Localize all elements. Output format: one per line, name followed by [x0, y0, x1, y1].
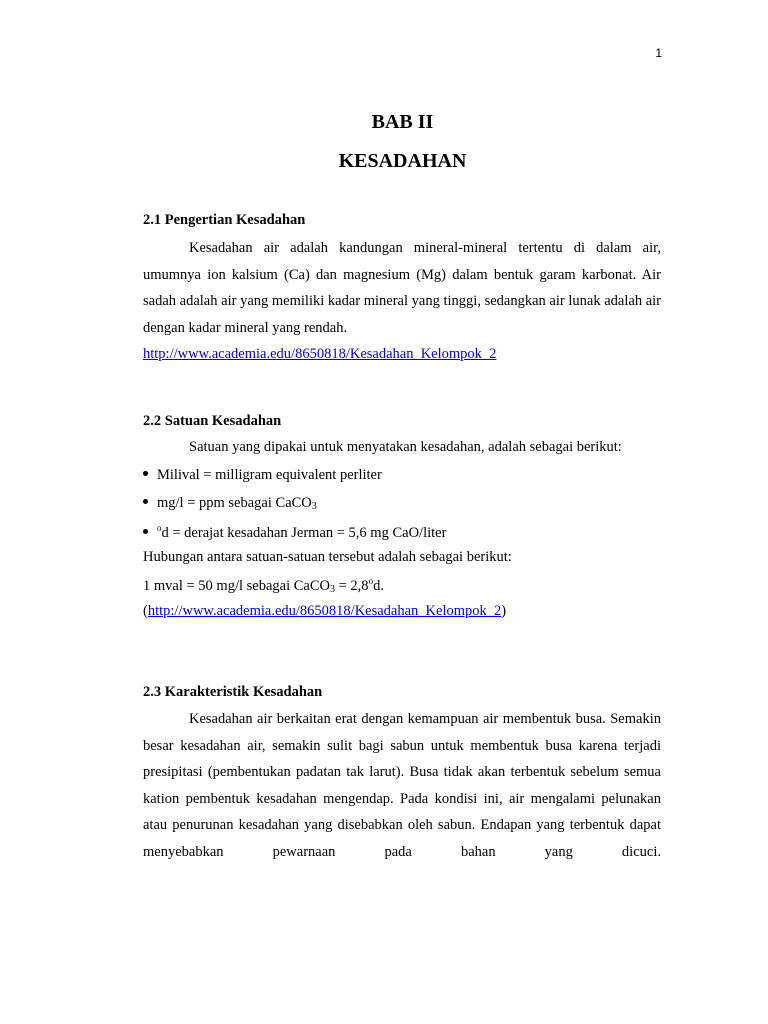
list-item [143, 523, 446, 542]
formula-text: 1 mval = 50 mg/l sebagai CaCO [143, 578, 330, 594]
bullet-icon [143, 529, 148, 534]
page-title: KESADAHAN [338, 150, 467, 172]
unit-formula [143, 576, 384, 595]
section-2-1-body: Kesadahan air adalah kandungan mineral-mineral tertentu di dalam air, umumnya ion kalsium (Ca) dan magnesium (Mg) dalam bentuk garam karbonat. Air sadah adalah air yang memiliki kadar mineral yang tinggi, sedangkan air lunak adalah air dengan kadar mineral yang rendah. [143, 240, 661, 336]
section-2-2-intro: Satuan yang dipakai untuk menyatakan kesadahan, adalah sebagai berikut: [189, 439, 622, 455]
section-2-3-title: 2.3 Karakteristik Kesadahan [143, 684, 323, 700]
formula-text: = 2,8 [335, 578, 369, 594]
paren: ( [143, 603, 148, 619]
bullet-icon [143, 471, 148, 476]
chapter-heading: BAB II [371, 111, 434, 133]
section-2-2-reference [143, 603, 506, 620]
section-2-1-title: 2.1 Pengertian Kesadahan [143, 212, 306, 228]
reference-link[interactable]: http://www.academia.edu/8650818/Kesadahan_Kelompok_2 [147, 603, 502, 619]
page-number: 1 [655, 46, 662, 60]
list-item [143, 467, 382, 484]
section-2-2-title: 2.2 Satuan Kesadahan [143, 413, 282, 429]
formula-text: d. [373, 578, 384, 594]
relation-intro: Hubungan antara satuan-satuan tersebut adalah sebagai berikut: [143, 549, 512, 565]
subscript: 3 [330, 584, 335, 595]
list-item-text: mg/l = ppm sebagai CaCO [157, 495, 312, 511]
list-item [143, 495, 317, 512]
subscript: 3 [311, 501, 317, 512]
bullet-icon [143, 499, 148, 504]
reference-link[interactable]: http://www.academia.edu/8650818/Kesadahan_Kelompok_2 [143, 346, 497, 362]
superscript: o [157, 523, 162, 533]
list-item-text: Milival = milligram equivalent perliter [157, 467, 382, 483]
paren: ) [501, 603, 507, 619]
section-2-3-body: Kesadahan air berkaitan erat dengan kemampuan air membentuk busa. Semakin besar kesadahan air, semakin sulit bagi sabun untuk membentuk busa karena terjadi presipitasi (pembentukan padatan tak larut). Busa tidak akan terbentuk sebelum semua kation pembentuk kesadahan mengendap. Pada kondisi ini, air mengalami pelunakan atau penurunan kesadahan yang disebabkan oleh sabun. Endapan yang terbentuk dapat menyebabkan pewarnaan pada bahan yang dicuci. [143, 711, 661, 860]
section-2-1-reference [143, 346, 496, 363]
list-item-text: d = derajat kesadahan Jerman = 5,6 mg CaO/liter [161, 525, 447, 541]
superscript: o [368, 576, 374, 586]
